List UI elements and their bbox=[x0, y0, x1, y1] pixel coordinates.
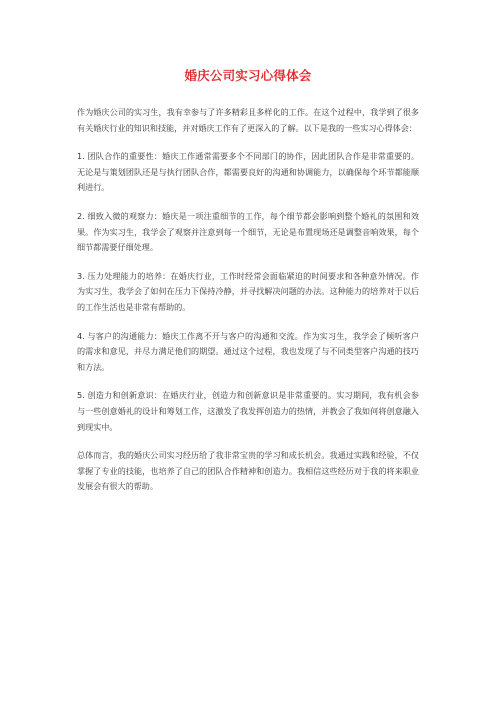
conclusion-paragraph: 总体而言，我的婚庆公司实习经历给了我非常宝贵的学习和成长机会。我通过实践和经验，不仅掌握了专业的技能，也培养了自己的团队合作精神和创造力。我相信这些经历对于我的将来职业发展会有很大的帮助。 bbox=[77, 450, 419, 492]
point-paragraph-4: 4. 与客户的沟通能力：婚庆工作离不开与客户的沟通和交流。作为实习生，我学会了倾听客户的需求和意见，并尽力满足他们的期望。通过这个过程，我也发现了与不同类型客户沟通的技巧和方法。 bbox=[77, 330, 419, 372]
point-paragraph-3: 3. 压力处理能力的培养：在婚庆行业，工作时经常会面临紧迫的时间要求和各种意外情况。作为实习生，我学会了如何在压力下保持冷静，并寻找解决问题的办法。这种能力的培养对于以后的工作生活也是非常有帮助的。 bbox=[77, 270, 419, 312]
intro-paragraph: 作为婚庆公司的实习生，我有幸参与了许多精彩且多样化的工作。在这个过程中，我学到了很多有关婚庆行业的知识和技能，并对婚庆工作有了更深入的了解。以下是我的一些实习心得体会： bbox=[77, 107, 419, 133]
page-title: 婚庆公司实习心得体会 bbox=[184, 68, 312, 83]
point-paragraph-5: 5. 创造力和创新意识：在婚庆行业，创造力和创新意识是非常重要的。实习期间，我有机会参与一些创意婚礼的设计和筹划工作，这激发了我发挥创造力的热情，并教会了我如何将创意融入到现实中。 bbox=[77, 390, 419, 432]
point-paragraph-2: 2. 细致入微的观察力：婚庆是一项注重细节的工作，每个细节都会影响到整个婚礼的氛围和效果。作为实习生，我学会了观察并注意到每一个细节，无论是布置现场还是调整音响效果，每个细节都需要仔细处理。 bbox=[77, 210, 419, 253]
point-paragraph-1: 1. 团队合作的重要性：婚庆工作通常需要多个不同部门的协作，因此团队合作是非常重要的。无论是与策划团队还是与执行团队合作，都需要良好的沟通和协调能力，以确保每个环节都能顺利进行。 bbox=[77, 151, 419, 193]
